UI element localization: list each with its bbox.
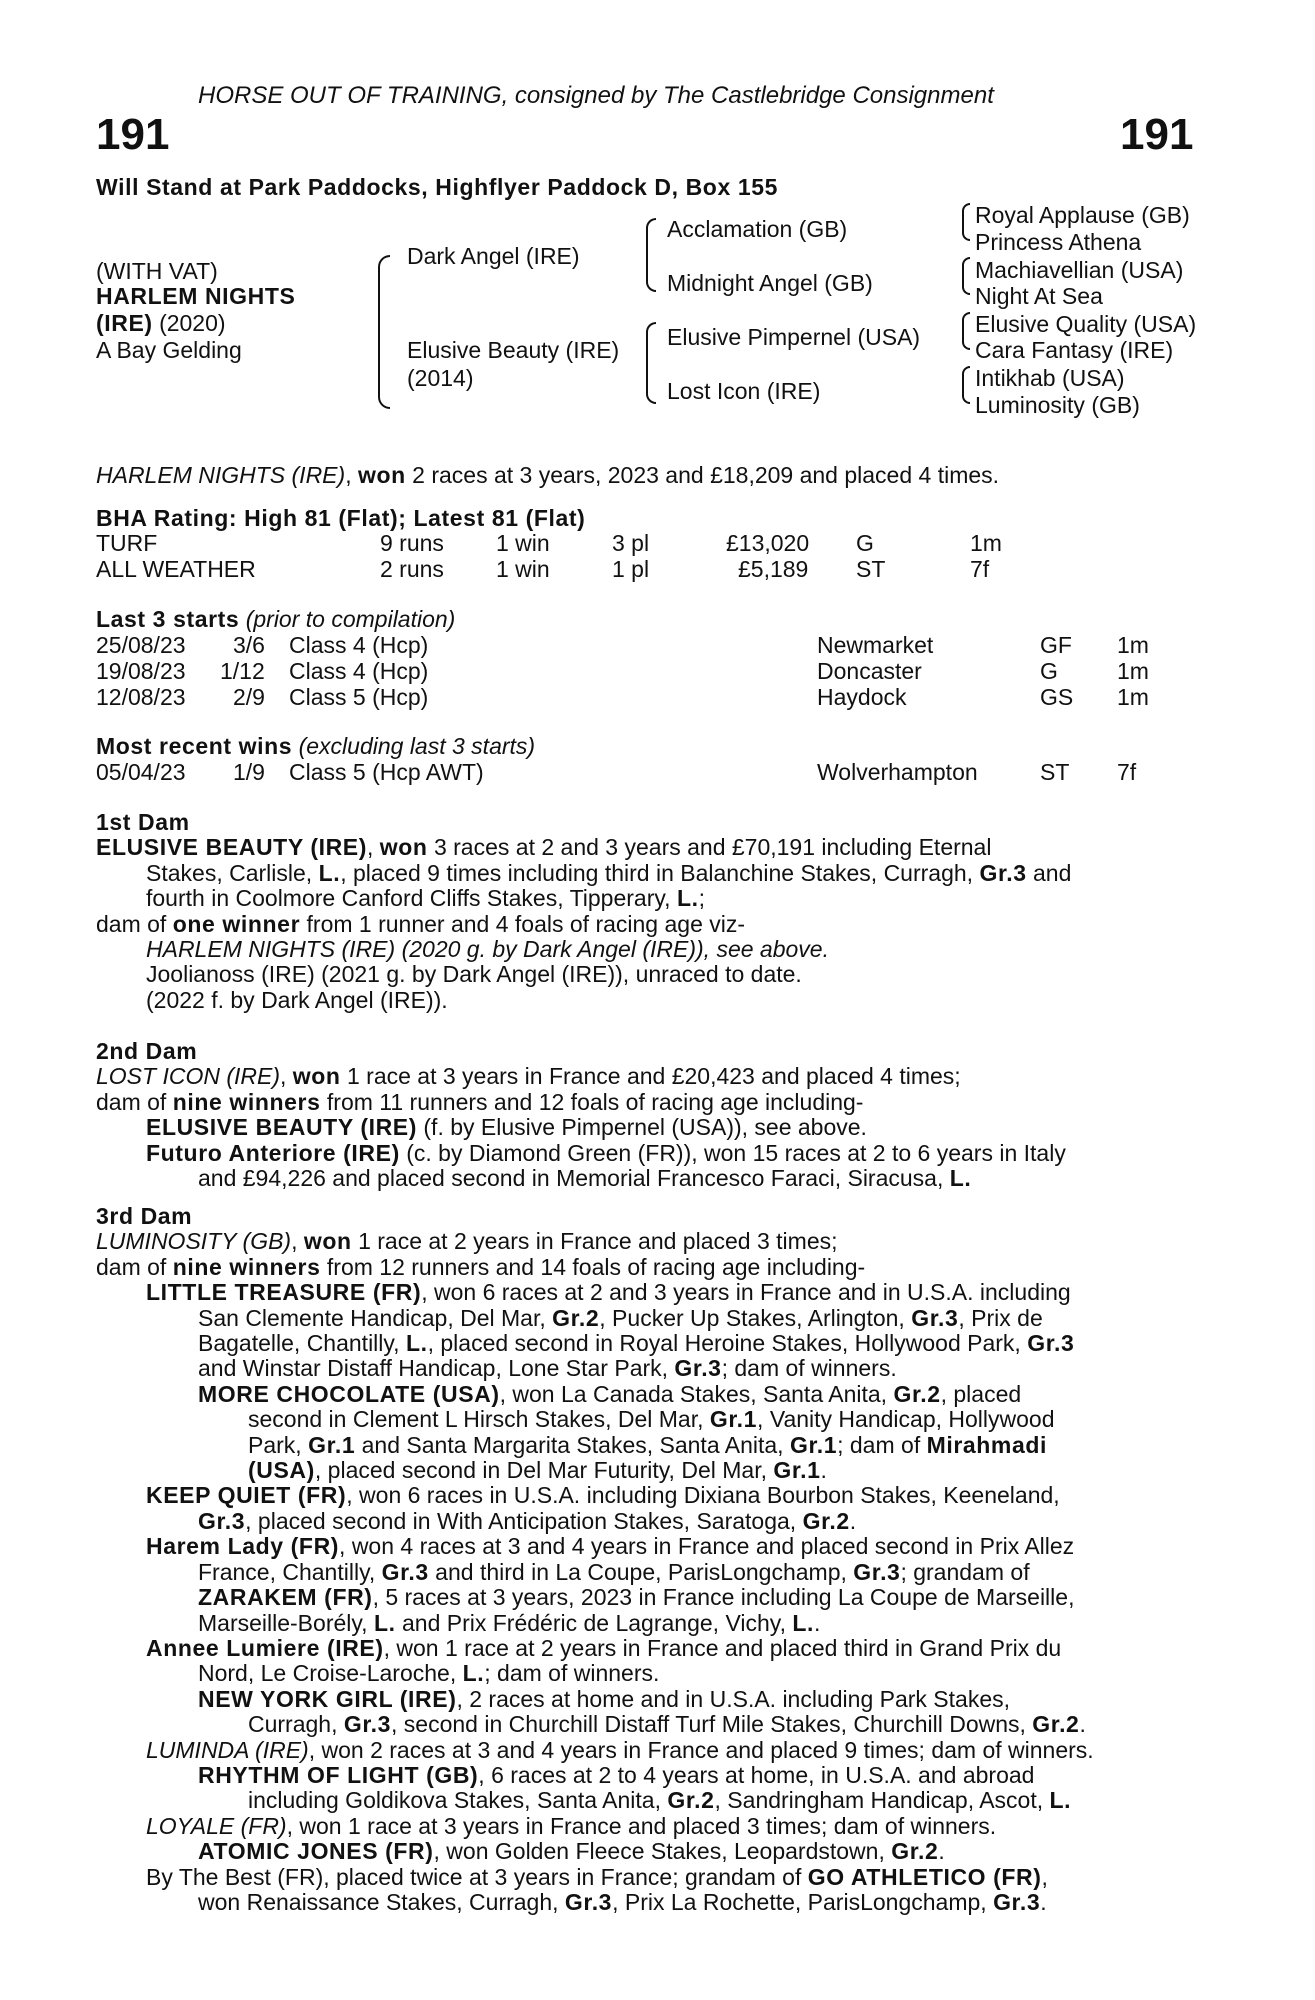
pedigree-brace-sd — [962, 257, 970, 295]
dam-line — [96, 1255, 1204, 1280]
rating-runs: 9 runs — [380, 530, 444, 556]
progeny-text: , placed second in Del Mar Futurity, Del Mar, — [314, 1457, 774, 1484]
progeny-text: , won 1 race at 2 years in France and placed third in Grand Prix du — [383, 1634, 1062, 1661]
progeny-text: . — [1040, 1888, 1047, 1915]
dam-name: LUMINOSITY (GB) — [96, 1228, 292, 1255]
progeny-grade: Gr.3 — [381, 1558, 429, 1585]
pedigree-brace-dd — [962, 366, 970, 404]
start-course: Doncaster — [817, 658, 922, 684]
dam-text: , — [367, 834, 380, 861]
dam-won: won — [379, 834, 428, 861]
progeny-line — [96, 1280, 1204, 1305]
progeny-grade: Gr.2 — [1032, 1711, 1080, 1738]
rating-prize: £13,020 — [726, 530, 810, 556]
horse-country: (IRE) — [96, 310, 153, 336]
dam-line — [96, 1229, 1204, 1254]
progeny-name: Annee Lumiere (IRE) — [146, 1634, 384, 1661]
progeny-line — [96, 1763, 1204, 1788]
progeny-name: ELUSIVE BEAUTY (IRE) — [146, 1114, 417, 1141]
third-dam-section — [96, 1204, 1204, 1915]
start-position: 3/6 — [233, 632, 265, 658]
dam-text: , placed 9 times including third in Balanchine Stakes, Curragh, — [340, 859, 980, 886]
dam-text: 3 races at 2 and 3 years and £70,191 including Eternal — [427, 834, 992, 861]
dam-text: , — [291, 1228, 304, 1255]
dam-name: LOST ICON (IRE) — [96, 1063, 281, 1090]
progeny-text: . — [938, 1838, 945, 1865]
progeny-text: , 6 races at 2 to 4 years at home, in U.S.A. and abroad — [478, 1761, 1035, 1788]
progeny-line — [96, 1788, 1204, 1813]
progeny-text: , 2 races at home and in U.S.A. including Park Stakes, — [456, 1685, 1011, 1712]
pedigree-ddd: Luminosity (GB) — [975, 392, 1140, 418]
progeny-name: NEW YORK GIRL (IRE) — [198, 1685, 457, 1712]
progeny-name: MORE CHOCOLATE (USA) — [198, 1380, 500, 1407]
progeny-grade: Gr.2 — [893, 1380, 941, 1407]
progeny-grade: Gr.3 — [911, 1304, 959, 1331]
pedigree-ssd: Princess Athena — [975, 229, 1142, 255]
pedigree-sire-sire: Acclamation (GB) — [667, 216, 848, 242]
progeny-name: (USA) — [248, 1457, 315, 1484]
lot-number-right: 191 — [1120, 110, 1194, 159]
dam-text: from 11 runners and 12 foals of racing age including- — [320, 1088, 864, 1115]
progeny-grade: Gr.2 — [552, 1304, 600, 1331]
last-starts-note: (prior to compilation) — [245, 606, 456, 632]
progeny-text: , won 4 races at 3 and 4 years in France and placed second in Prix Allez — [339, 1533, 1075, 1560]
progeny-line — [96, 1636, 1204, 1661]
race-summary: HARLEM NIGHTS (IRE), won 2 races at 3 years, 2023 and £18,209 and placed 4 times. — [96, 462, 1000, 488]
progeny-text: , Prix La Rochette, ParisLongchamp, — [612, 1888, 994, 1915]
progeny-text: , placed — [940, 1380, 1022, 1407]
start-position: 1/12 — [220, 658, 265, 684]
dam-grade: L. — [318, 859, 341, 886]
progeny-grade: Gr.3 — [564, 1888, 613, 1915]
start-class: Class 5 (Hcp) — [289, 684, 429, 710]
progeny-grade: L. — [949, 1165, 972, 1192]
progeny-grade: Gr.3 — [993, 1888, 1041, 1915]
rating-distance: 1m — [970, 530, 1002, 556]
stand-location: Will Stand at Park Paddocks, Highflyer Paddock D, Box 155 — [96, 174, 779, 200]
progeny-grade: Gr.1 — [308, 1431, 356, 1458]
progeny-line — [96, 1814, 1204, 1839]
start-course: Newmarket — [817, 632, 934, 658]
lot-number-left: 191 — [96, 110, 170, 159]
progeny-text: , Sandringham Handicap, Ascot, — [714, 1787, 1050, 1814]
dam-won: won — [303, 1228, 352, 1255]
dam-text: dam of — [96, 1253, 173, 1280]
start-going: GF — [1040, 632, 1072, 658]
progeny-text: , won 2 races at 3 and 4 years in France and placed 9 times; dam of winners. — [308, 1736, 1094, 1763]
horse-year: (2020) — [159, 310, 226, 336]
progeny-name: GO ATHLETICO (FR) — [807, 1863, 1042, 1890]
last-starts-heading — [96, 606, 455, 633]
progeny-name: LUMINDA (IRE) — [146, 1736, 309, 1763]
pedigree-dds: Intikhab (USA) — [975, 365, 1125, 391]
progeny-name: ZARAKEM (FR) — [198, 1584, 373, 1611]
progeny-grade: L. — [792, 1609, 814, 1636]
start-class: Class 4 (Hcp) — [289, 632, 429, 658]
progeny-line — [96, 1331, 1204, 1356]
dam-line — [96, 912, 1204, 937]
progeny-text: and Winstar Distaff Handicap, Lone Star Park, — [198, 1355, 675, 1382]
win-going: ST — [1040, 759, 1070, 785]
progeny-grade: Gr.1 — [789, 1431, 838, 1458]
progeny-grade: L. — [1049, 1787, 1072, 1814]
progeny-grade: L. — [462, 1660, 485, 1687]
progeny-grade: Gr.1 — [773, 1457, 821, 1484]
progeny-text: . — [813, 1609, 821, 1636]
progeny-line — [96, 1306, 1204, 1331]
progeny-line — [96, 1166, 1204, 1191]
progeny-line — [96, 1483, 1204, 1508]
rating-surface: TURF — [96, 530, 158, 556]
progeny-text: , won 1 race at 3 years in France and placed 3 times; dam of winners. — [286, 1812, 997, 1839]
progeny-text: , 5 races at 3 years, 2023 in France including La Coupe de Marseille, — [372, 1584, 1075, 1611]
rating-going: G — [856, 530, 874, 556]
summary-name: HARLEM NIGHTS (IRE) — [96, 462, 346, 488]
progeny-grade: Gr.3 — [853, 1558, 901, 1585]
pedigree-brace-dam — [646, 322, 656, 404]
dam-line — [96, 861, 1204, 886]
progeny-line — [96, 1611, 1204, 1636]
progeny-line — [96, 1356, 1204, 1381]
start-course: Haydock — [817, 684, 907, 710]
progeny-name: LITTLE TREASURE (FR) — [146, 1279, 422, 1306]
progeny-line — [96, 1115, 1204, 1140]
progeny-line — [96, 1382, 1204, 1407]
progeny-grade: L. — [405, 1330, 428, 1357]
start-distance: 1m — [1117, 632, 1149, 658]
progeny-text: , won Golden Fleece Stakes, Leopardstown, — [433, 1838, 892, 1865]
progeny-text: . — [820, 1457, 827, 1484]
pedigree-sire: Dark Angel (IRE) — [407, 243, 580, 269]
horse-vat: (WITH VAT) — [96, 258, 218, 284]
last-starts-title: Last 3 starts — [96, 606, 240, 632]
progeny-line — [96, 1534, 1204, 1559]
dam-text: 1 race at 2 years in France and placed 3 times; — [351, 1228, 838, 1255]
progeny-text: , placed second in With Anticipation Stakes, Saratoga, — [245, 1507, 803, 1534]
dam-name: ELUSIVE BEAUTY (IRE) — [96, 834, 367, 861]
start-distance: 1m — [1117, 684, 1149, 710]
horse-description: A Bay Gelding — [96, 337, 242, 363]
start-going: G — [1040, 658, 1058, 684]
rating-placed: 3 pl — [612, 530, 650, 556]
recent-wins-heading — [96, 733, 535, 760]
progeny-grade: Gr.3 — [343, 1711, 392, 1738]
progeny-text: , won La Canada Stakes, Santa Anita, — [499, 1380, 894, 1407]
dam-text: fourth in Coolmore Canford Cliffs Stakes, Tipperary, — [146, 885, 677, 912]
start-date: 19/08/23 — [96, 658, 186, 684]
progeny-text: ; dam of winners. — [484, 1660, 660, 1687]
progeny-text: Marseille-Borély, — [198, 1609, 374, 1636]
progeny-text: San Clemente Handicap, Del Mar, — [198, 1304, 553, 1331]
first-dam-heading: 1st Dam — [96, 809, 190, 835]
rating-going: ST — [856, 556, 886, 582]
progeny-name: KEEP QUIET (FR) — [146, 1482, 347, 1509]
pedigree-sds: Machiavellian (USA) — [975, 257, 1184, 283]
progeny-line — [96, 1585, 1204, 1610]
progeny-name: Mirahmadi — [926, 1431, 1048, 1458]
pedigree-dss: Elusive Quality (USA) — [975, 311, 1197, 337]
progeny-line — [96, 1407, 1204, 1432]
progeny-name: ATOMIC JONES (FR) — [198, 1838, 434, 1865]
start-class: Class 4 (Hcp) — [289, 658, 429, 684]
progeny-grade: Gr.2 — [891, 1838, 939, 1865]
pedigree-sire-dam: Midnight Angel (GB) — [667, 270, 873, 296]
horse-name: HARLEM NIGHTS — [96, 283, 296, 309]
progeny-text: (f. by Elusive Pimpernel (USA)), see above. — [417, 1114, 867, 1141]
win-course: Wolverhampton — [817, 759, 978, 785]
start-position: 2/9 — [233, 684, 265, 710]
foal-line: HARLEM NIGHTS (IRE) (2020 g. by Dark Angel (IRE)), see above. — [146, 936, 829, 963]
progeny-name: Harem Lady (FR) — [146, 1533, 340, 1560]
progeny-text: Park, — [248, 1431, 309, 1458]
win-position: 1/9 — [233, 759, 265, 785]
first-dam-section — [96, 810, 1204, 1013]
rating-runs: 2 runs — [380, 556, 444, 582]
dam-text: ; — [698, 885, 705, 912]
progeny-grade: Gr.2 — [667, 1787, 715, 1814]
pedigree-sss: Royal Applause (GB) — [975, 202, 1190, 228]
progeny-line — [96, 1458, 1204, 1483]
progeny-text: ; dam of — [837, 1431, 927, 1458]
dam-won: won — [292, 1063, 341, 1090]
progeny-text: including Goldikova Stakes, Santa Anita, — [248, 1787, 668, 1814]
progeny-text: Curragh, — [248, 1711, 344, 1738]
summary-won: won — [357, 462, 406, 488]
start-distance: 1m — [1117, 658, 1149, 684]
progeny-text: Nord, Le Croise-Laroche, — [198, 1660, 463, 1687]
pedigree-dam-sire: Elusive Pimpernel (USA) — [667, 324, 921, 350]
rating-wins: 1 win — [496, 530, 550, 556]
dam-text: Stakes, Carlisle, — [146, 859, 319, 886]
progeny-line — [96, 1141, 1204, 1166]
rating-heading: BHA Rating: High 81 (Flat); Latest 81 (Flat) — [96, 505, 586, 531]
progeny-name: Futuro Anteriore (IRE) — [146, 1139, 400, 1166]
pedigree-dam-dam: Lost Icon (IRE) — [667, 378, 821, 404]
progeny-line — [96, 1661, 1204, 1686]
progeny-text: Bagatelle, Chantilly, — [198, 1330, 406, 1357]
progeny-text: , won 6 races at 2 and 3 years in France and in U.S.A. including — [421, 1279, 1071, 1306]
dam-winners: one winner — [172, 910, 301, 937]
progeny-grade: Gr.3 — [1027, 1330, 1075, 1357]
progeny-text: , won 6 races in U.S.A. including Dixiana Bourbon Stakes, Keeneland, — [346, 1482, 1060, 1509]
progeny-grade: Gr.1 — [709, 1406, 758, 1433]
pedigree-dam: Elusive Beauty (IRE) — [407, 337, 620, 363]
dam-line — [96, 1090, 1204, 1115]
win-date: 05/04/23 — [96, 759, 186, 785]
progeny-text: , Pucker Up Stakes, Arlington, — [599, 1304, 912, 1331]
progeny-text: . — [849, 1507, 857, 1534]
progeny-text: ; dam of winners. — [721, 1355, 897, 1382]
dam-text: and — [1026, 859, 1072, 886]
progeny-text: , placed second in Royal Heroine Stakes, Hollywood Park, — [427, 1330, 1028, 1357]
summary-text: 2 races at 3 years, 2023 and £18,209 and placed 4 times. — [405, 462, 1000, 488]
pedigree-brace-ss — [962, 203, 970, 241]
progeny-grade: Gr.3 — [674, 1355, 722, 1382]
progeny-name: LOYALE (FR) — [146, 1812, 287, 1839]
progeny-line — [96, 1712, 1204, 1737]
recent-wins-title: Most recent wins — [96, 733, 293, 759]
progeny-text: and Santa Margarita Stakes, Santa Anita, — [355, 1431, 790, 1458]
foal-line: (2022 f. by Dark Angel (IRE)). — [146, 986, 448, 1013]
pedigree-brace-ds — [962, 312, 970, 350]
progeny-line — [96, 1509, 1204, 1534]
start-date: 12/08/23 — [96, 684, 186, 710]
progeny-grade: Gr.2 — [802, 1507, 850, 1534]
second-dam-section — [96, 1039, 1204, 1191]
rating-wins: 1 win — [496, 556, 550, 582]
dam-line — [96, 835, 1204, 860]
dam-grade: Gr.3 — [979, 859, 1027, 886]
progeny-line — [96, 1738, 1204, 1763]
progeny-text: . — [1079, 1711, 1086, 1738]
recent-wins-note: (excluding last 3 starts) — [298, 733, 536, 759]
progeny-text: (c. by Diamond Green (FR)), won 15 races at 2 to 6 years in Italy — [399, 1139, 1066, 1166]
progeny-grade: Gr.3 — [198, 1507, 246, 1534]
dam-winners: nine winners — [172, 1253, 321, 1280]
progeny-text: , — [1041, 1863, 1048, 1890]
dam-text: from 1 runner and 4 foals of racing age viz- — [300, 910, 746, 937]
start-date: 25/08/23 — [96, 632, 186, 658]
rating-prize: £5,189 — [738, 556, 809, 582]
progeny-line — [96, 1560, 1204, 1585]
dam-text: dam of — [96, 910, 173, 937]
progeny-text: France, Chantilly, — [198, 1558, 382, 1585]
pedigree-dam-year: (2014) — [407, 365, 474, 391]
second-dam-heading: 2nd Dam — [96, 1038, 198, 1064]
horse-country-year — [96, 310, 226, 337]
progeny-text: , second in Churchill Distaff Turf Mile Stakes, Churchill Downs, — [391, 1711, 1033, 1738]
progeny-text: second in Clement L Hirsch Stakes, Del Mar, — [248, 1406, 710, 1433]
dam-grade: L. — [676, 885, 699, 912]
progeny-grade: L. — [373, 1609, 396, 1636]
pedigree-sdd: Night At Sea — [975, 283, 1103, 309]
progeny-text: won Renaissance Stakes, Curragh, — [198, 1888, 565, 1915]
progeny-text: , Prix de — [958, 1304, 1043, 1331]
progeny-text: and third in La Coupe, ParisLongchamp, — [428, 1558, 854, 1585]
pedigree-brace-sire — [646, 218, 656, 292]
dam-text: , — [280, 1063, 293, 1090]
pedigree-dsd: Cara Fantasy (IRE) — [975, 337, 1174, 363]
rating-placed: 1 pl — [612, 556, 650, 582]
consignment-title: HORSE OUT OF TRAINING, consigned by The Castlebridge Consignment — [198, 82, 994, 109]
dam-line — [96, 886, 1204, 911]
progeny-line — [96, 1687, 1204, 1712]
start-going: GS — [1040, 684, 1074, 710]
progeny-line — [96, 1433, 1204, 1458]
dam-text: dam of — [96, 1088, 173, 1115]
progeny-name: RHYTHM OF LIGHT (GB) — [198, 1761, 479, 1788]
rating-surface: ALL WEATHER — [96, 556, 256, 582]
progeny-text: By The Best (FR), placed twice at 3 years in France; grandam of — [146, 1863, 808, 1890]
win-class: Class 5 (Hcp AWT) — [289, 759, 484, 785]
rating-distance: 7f — [970, 556, 990, 582]
progeny-text: and £94,226 and placed second in Memorial Francesco Faraci, Siracusa, — [198, 1165, 950, 1192]
pedigree-brace-main — [378, 255, 390, 409]
dam-text: 1 race at 3 years in France and £20,423 and placed 4 times; — [340, 1063, 961, 1090]
dam-line — [96, 1064, 1204, 1089]
win-distance: 7f — [1117, 759, 1137, 785]
dam-winners: nine winners — [172, 1088, 321, 1115]
progeny-text: ; grandam of — [900, 1558, 1030, 1585]
progeny-line — [96, 1890, 1204, 1915]
progeny-text: and Prix Frédéric de Lagrange, Vichy, — [395, 1609, 793, 1636]
third-dam-heading: 3rd Dam — [96, 1203, 193, 1229]
progeny-line — [96, 1839, 1204, 1864]
progeny-text: , Vanity Handicap, Hollywood — [757, 1406, 1055, 1433]
progeny-line — [96, 1865, 1204, 1890]
dam-text: from 12 runners and 14 foals of racing age including- — [320, 1253, 866, 1280]
foal-line: Joolianoss (IRE) (2021 g. by Dark Angel (IRE)), unraced to date. — [146, 961, 802, 988]
